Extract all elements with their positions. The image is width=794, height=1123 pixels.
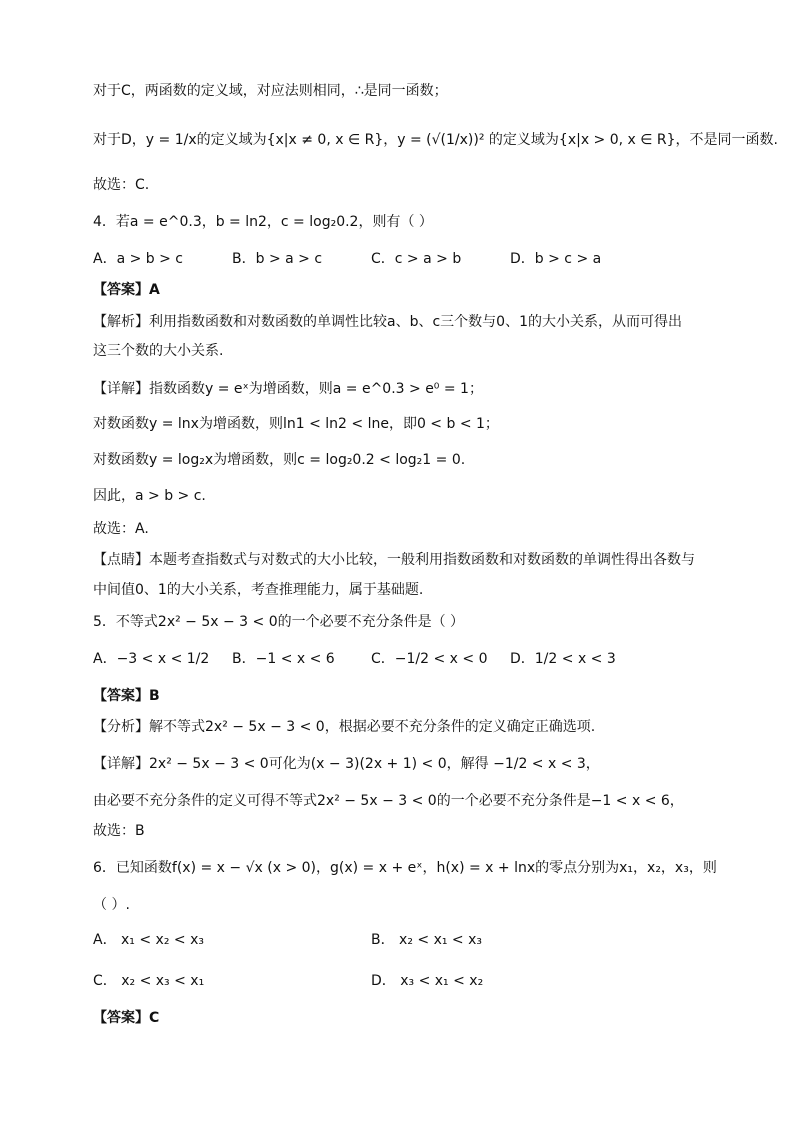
text-line: 故选：A. (93, 521, 149, 537)
q5-option-c: C．−1/2 < x < 0 (371, 651, 488, 667)
q6-option-d: D． x₃ < x₁ < x₂ (371, 973, 484, 989)
text-line: 故选：C. (93, 177, 150, 193)
q6-option-b: B． x₂ < x₁ < x₃ (371, 932, 483, 948)
text-line: 【解析】利用指数函数和对数函数的单调性比较a、b、c三个数与0、1的大小关系，从而可得出 (93, 314, 682, 330)
text-line: 【详解】指数函数y = eˣ为增函数，则a = e^0.3 > e⁰ = 1； (93, 381, 483, 397)
text-line: 【详解】2x² − 5x − 3 < 0可化为(x − 3)(2x + 1) < 0，解得 −1/2 < x < 3， (93, 756, 600, 772)
question-4-stem: 4．若a = e^0.3，b = ln2，c = log₂0.2，则有（ ） (93, 214, 433, 230)
q5-option-b: B．−1 < x < 6 (232, 651, 335, 667)
text-line: 对数函数y = lnx为增函数，则ln1 < ln2 < lne，即0 < b < 1； (93, 416, 499, 432)
q5-option-d: D．1/2 < x < 3 (510, 651, 616, 667)
q6-option-a: A． x₁ < x₂ < x₃ (93, 932, 204, 948)
question-6-stem: 6．已知函数f(x) = x − √x (x > 0)，g(x) = x + eˣ，h(x) = x + lnx的零点分别为x₁，x₂，x₃，则 (93, 860, 717, 876)
text-line: 由必要不充分条件的定义可得不等式2x² − 5x − 3 < 0的一个必要不充分条件是−1 < x < 6， (93, 793, 684, 809)
answer-line: 【答案】C (93, 1010, 160, 1026)
q4-option-c: C．c > a > b (371, 251, 462, 267)
answer-line: 【答案】A (93, 282, 160, 298)
text-line: （ ）. (93, 897, 130, 913)
question-5-stem: 5．不等式2x² − 5x − 3 < 0的一个必要不充分条件是（ ） (93, 614, 465, 630)
text-line: 【分析】解不等式2x² − 5x − 3 < 0，根据必要不充分条件的定义确定正确选项. (93, 719, 596, 735)
q4-option-d: D．b > c > a (510, 251, 602, 267)
text-line: 对于D，y = 1/x的定义域为{x|x ≠ 0, x ∈ R}，y = (√(1/x))² 的定义域为{x|x > 0, x ∈ R}，不是同一函数. (93, 132, 779, 148)
text-line: 故选：B (93, 823, 145, 839)
q6-option-c: C． x₂ < x₃ < x₁ (93, 973, 205, 989)
text-line: 这三个数的大小关系. (93, 343, 224, 359)
q5-option-a: A．−3 < x < 1/2 (93, 651, 210, 667)
text-line: 对于C，两函数的定义域，对应法则相同，∴是同一函数； (93, 83, 448, 99)
q4-option-b: B．b > a > c (232, 251, 323, 267)
q4-option-a: A．a > b > c (93, 251, 184, 267)
text-line: 因此，a > b > c. (93, 488, 206, 504)
text-line: 【点睛】本题考查指数式与对数式的大小比较，一般利用指数函数和对数函数的单调性得出各数与 (93, 552, 695, 568)
answer-line: 【答案】B (93, 688, 160, 704)
text-line: 中间值0、1的大小关系，考查推理能力，属于基础题. (93, 582, 424, 598)
text-line: 对数函数y = log₂x为增函数，则c = log₂0.2 < log₂1 = 0. (93, 452, 466, 468)
